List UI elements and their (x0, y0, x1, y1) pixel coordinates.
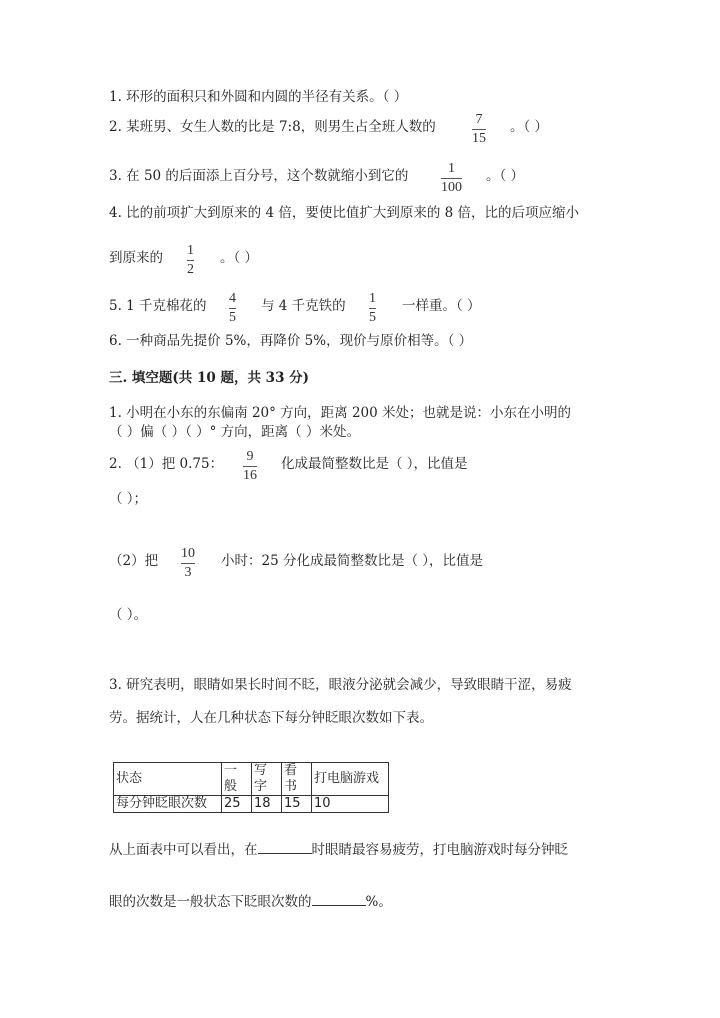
table-cell: 写字 (252, 763, 282, 796)
judge-q2-text: 2. 某班男、女生人数的比是 7:8，则男生占全班人数的 (109, 119, 436, 135)
table-cell: 18 (252, 796, 282, 813)
table-cell: 每分钟眨眼次数 (114, 796, 222, 813)
table-cell: 10 (312, 796, 389, 813)
judge-q3-tail: 。（ ） (486, 168, 525, 184)
fill-q3-question-part2: 时眼睛最容易疲劳，打电脑游戏时每分钟眨 (311, 842, 568, 858)
fill-q2-fraction: 9 16 (243, 449, 257, 483)
judge-q4-text-2: 到原来的 (109, 250, 163, 266)
judge-q6: 6. 一种商品先提价 5%，再降价 5%，现价与原价相等。（ ） (109, 333, 473, 349)
fill-q3-question-2-part2: %。 (365, 894, 392, 910)
fill-q3-text: 3. 研究表明，眼睛如果长时间不眨，眼液分泌就会减少，导致眼睛干涩，易疲 (109, 677, 572, 693)
judge-q5-tail: 一样重。（ ） (402, 298, 481, 314)
fill-q2-answer-2: （ ）。 (109, 607, 148, 623)
fill-q2-part2-mid: 小时：25 分化成最简整数比是（ ），比值是 (221, 553, 484, 569)
judge-q2-tail: 。（ ） (510, 119, 549, 135)
table-row (114, 763, 389, 796)
fill-q3-question (109, 840, 568, 859)
section-heading: 三. 填空题(共 10 题，共 33 分) (109, 370, 310, 386)
fill-q3-question-2 (109, 892, 392, 911)
fill-q3-question-2-part1: 眼的次数是一般状态下眨眼次数的 (109, 894, 312, 910)
answer-blank (258, 840, 312, 854)
fill-q2-mid: 化成最简整数比是（ ），比值是 (281, 456, 468, 472)
fill-q2-text: 2. （1）把 0.75： (109, 456, 224, 472)
table-cell: 15 (282, 796, 312, 813)
fill-q2-answer-1: （ ）； (109, 491, 148, 507)
judge-q5-mid: 与 4 千克铁的 (261, 298, 346, 314)
fill-q1-text: 1. 小明在小东的东偏南 20° 方向，距离 200 米处；也就是说：小东在小明的 (109, 405, 572, 421)
table-row (114, 796, 389, 813)
fill-q2-fraction-2: 10 3 (181, 546, 195, 580)
judge-q3-fraction: 1 100 (441, 161, 462, 195)
fill-q1-text-2: （ ）偏（ ）（ ）° 方向，距离（ ）米处。 (109, 424, 360, 440)
judge-q5-text: 5. 1 千克棉花的 (109, 298, 207, 314)
judge-q4-tail: 。（ ） (220, 250, 259, 266)
fill-q3-question-part1: 从上面表中可以看出，在 (109, 842, 258, 858)
judge-q4-text: 4. 比的前项扩大到原来的 4 倍，要使比值扩大到原来的 8 倍，比的后项应缩小 (109, 205, 580, 221)
judge-q2-fraction: 7 15 (472, 112, 486, 146)
table-cell: 打电脑游戏 (312, 763, 389, 796)
table-cell: 状态 (114, 763, 222, 796)
fill-q2-part2: （2）把 (109, 553, 159, 569)
fill-q3-text-2: 劳。据统计，人在几种状态下每分钟眨眼次数如下表。 (109, 710, 433, 726)
table-cell: 看书 (282, 763, 312, 796)
table-cell: 一般 (222, 763, 252, 796)
judge-q3-text: 3. 在 50 的后面添上百分号，这个数就缩小到它的 (109, 168, 409, 184)
judge-q1: 1. 环形的面积只和外圆和内圆的半径有关系。（ ） (109, 89, 408, 105)
answer-blank (312, 892, 366, 906)
blink-table (113, 762, 389, 813)
judge-q4-fraction: 1 2 (187, 243, 194, 277)
table-cell: 25 (222, 796, 252, 813)
judge-q5-fraction-1: 4 5 (229, 291, 236, 325)
judge-q5-fraction-2: 1 5 (369, 291, 376, 325)
